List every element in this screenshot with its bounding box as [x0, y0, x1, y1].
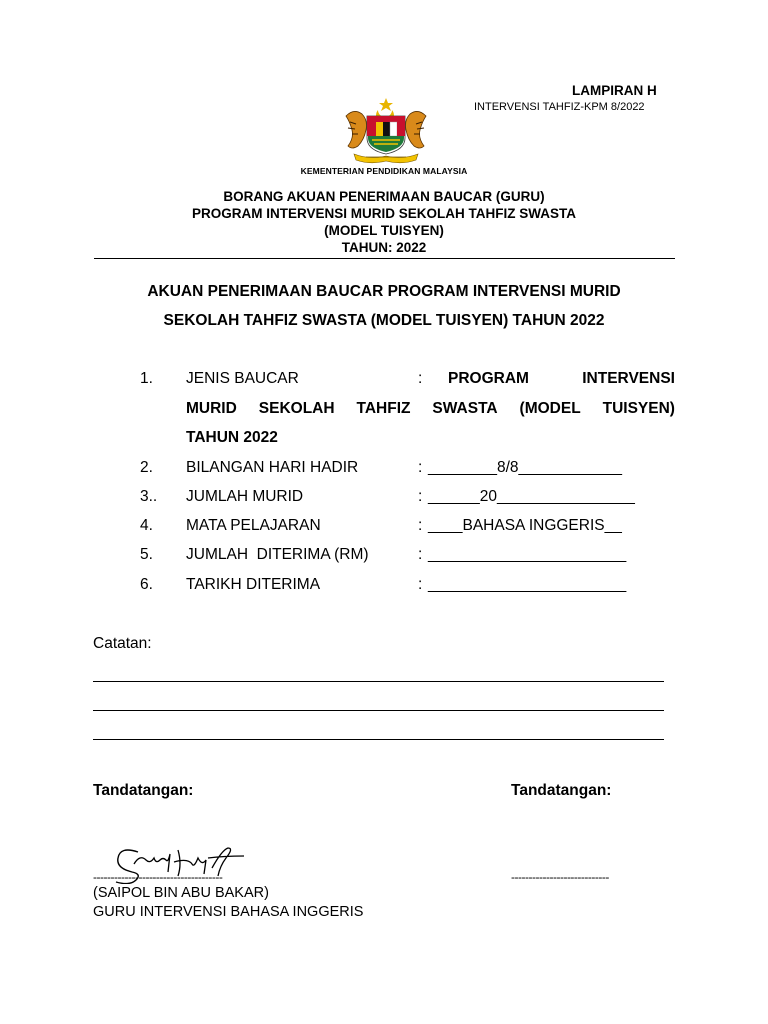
signature-label-left: Tandatangan:	[93, 782, 194, 799]
notes-line	[93, 739, 664, 740]
item-1-answer-word: PROGRAM	[448, 370, 529, 387]
form-title-line-4: TAHUN: 2022	[341, 240, 427, 255]
item-4-number: 4.	[140, 517, 153, 534]
item-1-answer-line-2	[186, 400, 675, 418]
signatory-name: (SAIPOL BIN ABU BAKAR)	[93, 885, 269, 901]
form-title-line-1: BORANG AKUAN PENERIMAAN BAUCAR (GURU)	[223, 189, 545, 204]
declaration-heading-line-1: AKUAN PENERIMAAN BAUCAR PROGRAM INTERVENSI MURID	[147, 283, 621, 300]
item-6-label: TARIKH DITERIMA	[186, 576, 321, 593]
item-5-colon: :	[418, 546, 423, 563]
item-2-label: BILANGAN HARI HADIR	[186, 459, 359, 476]
item-1-answer-line-1	[448, 370, 675, 388]
lampiran-label: LAMPIRAN H	[572, 83, 657, 98]
item-3-answer: ______20________________	[428, 488, 635, 505]
notes-label: Catatan:	[93, 635, 152, 652]
item-1-answer-word: SWASTA	[432, 400, 498, 417]
item-3-number: 3..	[140, 488, 158, 505]
item-4-answer: ____BAHASA INGGERIS__	[428, 517, 622, 534]
item-3-label: JUMLAH MURID	[186, 488, 304, 505]
item-2-colon: :	[418, 459, 423, 476]
declaration-heading-line-2: SEKOLAH TAHFIZ SWASTA (MODEL TUISYEN) TAHUN 2022	[163, 312, 605, 329]
form-title-line-3: (MODEL TUISYEN)	[324, 223, 444, 238]
item-5-number: 5.	[140, 546, 153, 563]
item-1-answer-word: (MODEL	[519, 400, 581, 417]
item-3-colon: :	[418, 488, 423, 505]
coat-of-arms-logo	[340, 96, 432, 164]
ministry-name: KEMENTERIAN PENDIDIKAN MALAYSIA	[300, 166, 468, 176]
item-5-answer: _______________________	[428, 546, 627, 563]
item-1-answer-word: MURID	[186, 400, 237, 417]
item-6-answer: _______________________	[428, 576, 627, 593]
notes-line	[93, 681, 664, 682]
item-1-answer-word: TAHFIZ	[356, 400, 411, 417]
signature-line-left: -------------------------------------	[93, 870, 223, 884]
header-divider	[94, 258, 675, 259]
signature-label-right: Tandatangan:	[511, 782, 612, 799]
item-1-number: 1.	[140, 370, 153, 387]
item-6-number: 6.	[140, 576, 153, 593]
item-1-colon: :	[418, 370, 423, 387]
item-1-answer-word: TUISYEN)	[602, 400, 675, 417]
form-title-line-2: PROGRAM INTERVENSI MURID SEKOLAH TAHFIZ SWASTA	[191, 206, 576, 221]
item-1-answer-word: SEKOLAH	[258, 400, 335, 417]
item-4-colon: :	[418, 517, 423, 534]
item-1-answer-word: INTERVENSI	[582, 370, 675, 387]
signatory-title: GURU INTERVENSI BAHASA INGGERIS	[93, 904, 364, 920]
item-4-label: MATA PELAJARAN	[186, 517, 321, 534]
item-2-number: 2.	[140, 459, 153, 476]
reference-code: INTERVENSI TAHFIZ-KPM 8/2022	[474, 101, 645, 113]
item-1-answer-line-3: TAHUN 2022	[186, 429, 278, 446]
item-2-answer: ________8/8____________	[428, 459, 622, 476]
item-6-colon: :	[418, 576, 423, 593]
item-1-label: JENIS BAUCAR	[186, 370, 299, 387]
item-5-label: JUMLAH DITERIMA (RM)	[186, 546, 369, 563]
notes-line	[93, 710, 664, 711]
signature-line-right: ----------------------------	[511, 870, 609, 884]
